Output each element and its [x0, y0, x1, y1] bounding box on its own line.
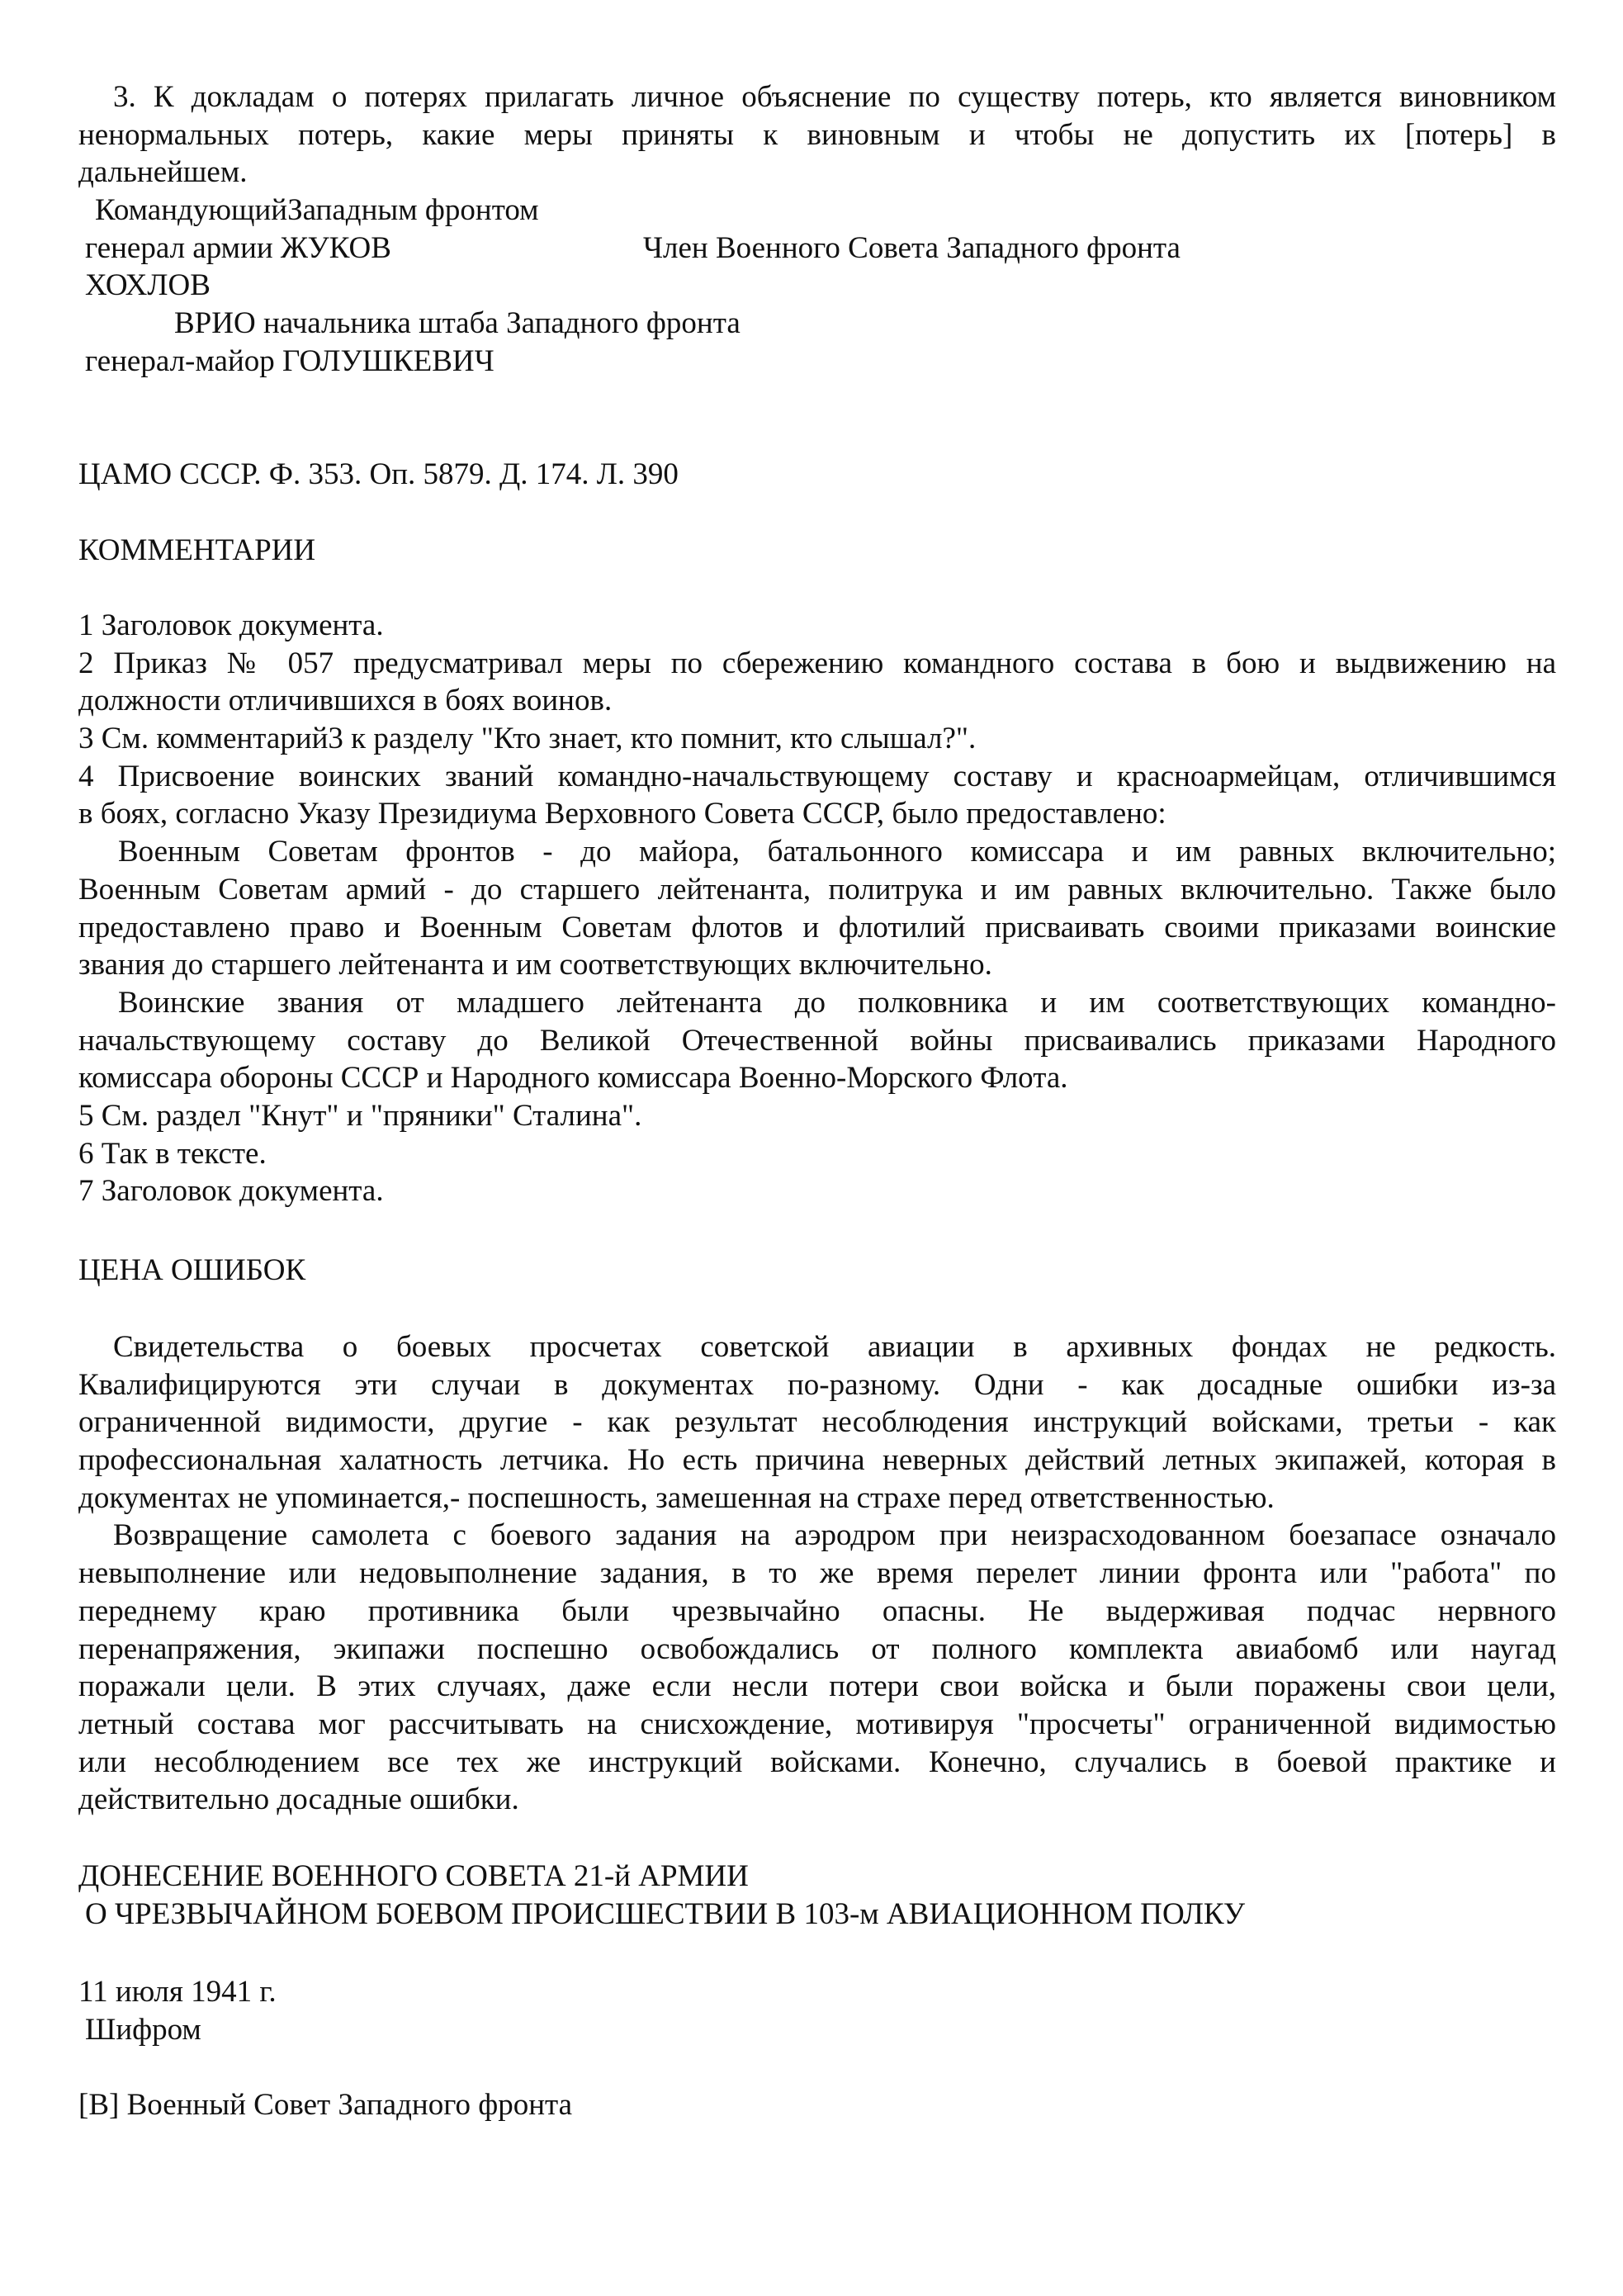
comment-line: 6 Так в тексте.	[78, 1136, 267, 1171]
comment-line: в боях, согласно Указу Президиума Верховного Совета СССР, было предоставлено:	[78, 797, 1166, 831]
comment-line: начальствующему составу до Великой Отечественной войны присваивались приказами Народного	[78, 1023, 1556, 1058]
section-body	[78, 1328, 1556, 1819]
report-method: Шифром	[85, 2012, 201, 2047]
paragraph-line: или несоблюдением все тех же инструкций войсками. Конечно, случались в боевой практике и	[78, 1744, 1556, 1779]
comments-heading: КОММЕНТАРИИ	[78, 533, 316, 567]
signature-row	[78, 230, 1556, 267]
report-addressee: [В] Военный Совет Западного фронта	[78, 2088, 573, 2122]
comment-line: 7 Заголовок документа.	[78, 1174, 384, 1209]
report-meta	[78, 1973, 1556, 2048]
paragraph-line: невыполнение или недовыполнение задания, в то же время перелет линии фронта или "работа" по	[78, 1556, 1556, 1591]
chief-of-staff-name: генерал-майор ГОЛУШКЕВИЧ	[85, 343, 494, 378]
paragraph-line: переднему краю противника были чрезвычайно опасны. Не выдерживая подчас нервного	[78, 1593, 1556, 1628]
comment-line: должности отличившихся в боях воинов.	[78, 684, 613, 718]
comment-line: Военным Советам армий - до старшего лейтенанта, политрука и им равных включительно. Также было	[78, 872, 1556, 907]
paragraph-line: летный состава мог рассчитывать на снисхождение, мотивируя "просчеты" ограниченной видимостью	[78, 1707, 1556, 1741]
comment-line: 1 Заголовок документа.	[78, 608, 384, 642]
paragraph-line: поражали цели. В этих случаях, даже если несли потери свои войска и были поражены свои цели,	[78, 1669, 1556, 1704]
comment-line: звания до старшего лейтенанта и им соответствующих включительно.	[78, 948, 992, 982]
paragraph-line: действительно досадные ошибки.	[78, 1782, 519, 1817]
section-heading: ЦЕНА ОШИБОК	[78, 1253, 306, 1287]
paragraph-line: Возвращение самолета с боевого задания на аэродром при неизрасходованном боезапасе означало	[113, 1518, 1556, 1553]
paragraph-line: ограниченной видимости, другие - как результат несоблюдения инструкций войсками, третьи - как	[78, 1405, 1556, 1440]
comment-line: комиссара обороны СССР и Народного комиссара Военно-Морского Флота.	[78, 1061, 1068, 1096]
report-title-line: ДОНЕСЕНИЕ ВОЕННОГО СОВЕТА 21-й АРМИИ	[78, 1859, 749, 1893]
comment-line: 3 См. комментарий3 к разделу "Кто знает, кто помнит, кто слышал?".	[78, 722, 977, 756]
paragraph-line: документах не упоминается,- поспешность, замешенная на страхе перед ответственностью.	[78, 1480, 1275, 1515]
report-title-line: О ЧРЕЗВЫЧАЙНОМ БОЕВОМ ПРОИСШЕСТВИИ В 103-м АВИАЦИОННОМ ПОЛКУ	[85, 1896, 1246, 1931]
commander-name: генерал армии ЖУКОВ	[85, 230, 391, 265]
paragraph-line: профессиональная халатность летчика. Но есть причина неверных действий летных экипажей, которая в	[78, 1443, 1556, 1478]
report-title	[78, 1858, 1556, 1933]
comment-line: Военным Советам фронтов - до майора, батальонного комиссара и им равных включительно;	[118, 835, 1556, 869]
comment-line: 5 См. раздел "Кнут" и "пряники" Сталина".	[78, 1098, 642, 1133]
comments-list	[78, 607, 1556, 1210]
council-member-name: ХОХЛОВ	[85, 268, 211, 303]
paragraph-line: Свидетельства о боевых просчетах советской авиации в архивных фондах не редкость.	[113, 1330, 1556, 1364]
archive-reference: ЦАМО СССР. Ф. 353. Оп. 5879. Д. 174. Л. 390	[78, 457, 679, 491]
commander-title: КомандующийЗападным фронтом	[95, 193, 539, 228]
paragraph-line: 3. К докладам о потерях прилагать личное объяснение по существу потерь, кто является виновником	[113, 80, 1556, 114]
paragraph-line: ненормальных потерь, какие меры приняты к виновным и чтобы не допустить их [потерь] в	[78, 117, 1556, 152]
chief-of-staff-title: ВРИО начальника штаба Западного фронта	[174, 306, 741, 341]
council-member-title: Член Военного Совета Западного фронта	[643, 230, 1181, 265]
comment-line: Воинские звания от младшего лейтенанта до полковника и им соответствующих командно-	[118, 985, 1556, 1020]
comment-line: 2 Приказ № 057 предусматривал меры по сбережению командного состава в бою и выдвижению на	[78, 646, 1556, 680]
paragraph-line: перенапряжения, экипажи поспешно освобождались от полного комплекта авиабомб или наугад	[78, 1631, 1556, 1666]
order-closing	[78, 78, 1556, 381]
comment-line: предоставлено право и Военным Советам флотов и флотилий присваивать своими приказами воинские	[78, 910, 1556, 944]
paragraph-line: Квалифицируются эти случаи в документах по-разному. Одни - как досадные ошибки из-за	[78, 1367, 1556, 1402]
report-date: 11 июля 1941 г.	[78, 1975, 277, 2009]
comment-line: 4 Присвоение воинских званий командно-начальствующему составу и красноармейцам, отличившимся	[78, 759, 1556, 793]
paragraph-line: дальнейшем.	[78, 155, 248, 190]
